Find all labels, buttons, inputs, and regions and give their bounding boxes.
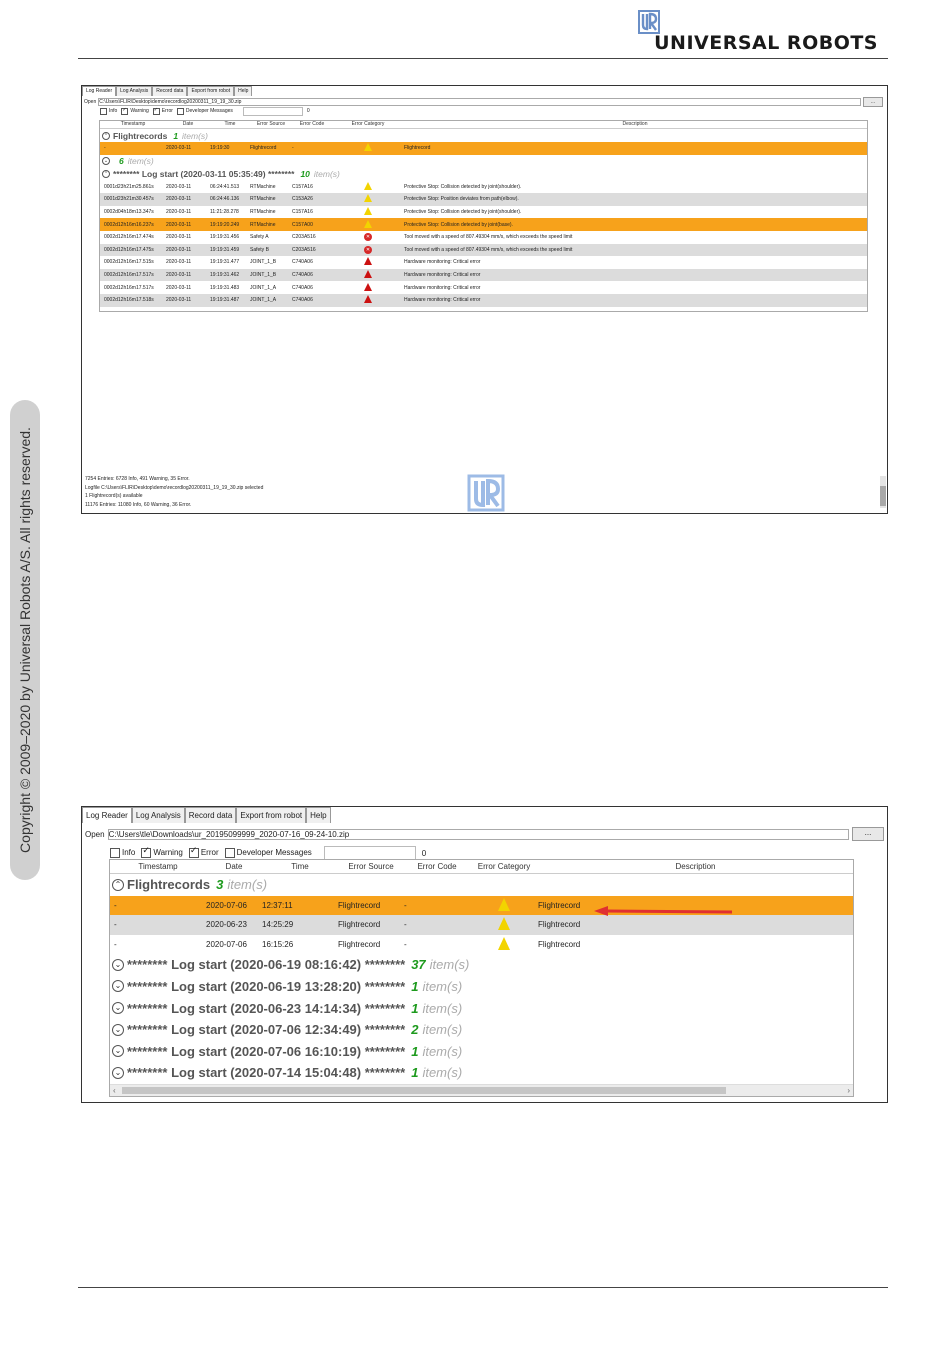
- cell-category: [332, 233, 404, 241]
- cell-time: 19:19:31.487: [210, 297, 240, 304]
- cell-desc: Flightrecord: [538, 900, 581, 910]
- filter-label: Info: [109, 108, 118, 115]
- browse-button[interactable]: ...: [863, 97, 883, 107]
- table-row[interactable]: [100, 256, 867, 269]
- log-grid: [109, 859, 854, 1097]
- filter-error[interactable]: [189, 848, 219, 858]
- group-header[interactable]: [110, 1062, 853, 1084]
- column-error-category[interactable]: Error Category: [477, 862, 531, 871]
- screenshot-log-reader-2: [81, 806, 888, 1103]
- cell-source: JOINT_1_B: [250, 259, 277, 266]
- cell-date: 2020-03-11: [166, 183, 192, 190]
- cell-category: [470, 917, 538, 932]
- column-error-code[interactable]: Error Code: [417, 862, 457, 871]
- group-title: ******** Log start (2020-06-23 14:14:34) ********: [127, 1000, 406, 1016]
- cell-category: [332, 270, 404, 280]
- filter-developer-messages[interactable]: [177, 108, 233, 115]
- red-arrow-icon: [592, 905, 742, 917]
- cell-date: 2020-03-11: [166, 297, 192, 304]
- group-count: 3: [216, 877, 224, 893]
- cell-ts: 0002d12h16m17.517s: [104, 272, 154, 279]
- column-error-code[interactable]: Error Code: [299, 121, 325, 127]
- column-header: [110, 860, 853, 874]
- table-row[interactable]: [110, 915, 853, 935]
- cell-ts: 0002d12h16m17.515s: [104, 259, 154, 266]
- cell-time: 19:19:31.456: [210, 234, 240, 241]
- column-error-source[interactable]: Error Source: [256, 121, 286, 127]
- checkbox[interactable]: [141, 848, 151, 858]
- cell-source: Safety B: [250, 246, 269, 253]
- cell-code: -: [404, 939, 407, 949]
- critical-error-icon: [364, 283, 372, 291]
- cell-desc: Hardware monitoring: Critical error: [404, 284, 481, 291]
- group-count: 1: [411, 1043, 419, 1059]
- cell-desc: Hardware monitoring: Critical error: [404, 297, 481, 304]
- cell-time: 12:37:11: [262, 900, 293, 910]
- cell-desc: Flightrecord: [404, 145, 431, 152]
- filter-warning[interactable]: [121, 108, 148, 115]
- checkbox[interactable]: [189, 848, 199, 858]
- group-title: Flightrecords: [113, 130, 168, 141]
- cell-source: RTMachine: [250, 196, 276, 203]
- cell-time: 11:21:28.278: [210, 209, 239, 216]
- cell-ts: 0002d12h16m16.237s: [104, 221, 154, 228]
- filter-warning[interactable]: [141, 848, 183, 858]
- tab-help[interactable]: Help: [306, 807, 330, 823]
- open-row: [82, 97, 887, 106]
- cell-ts: -: [114, 920, 117, 930]
- checkbox[interactable]: [110, 848, 120, 858]
- ur-logo: [638, 10, 878, 56]
- cell-category: [332, 182, 404, 192]
- group-title: ******** Log start (2020-07-06 16:10:19) ********: [127, 1043, 406, 1059]
- cell-source: JOINT_1_A: [250, 284, 277, 291]
- table-row[interactable]: [100, 231, 867, 244]
- group-header[interactable]: [100, 168, 867, 181]
- group-items-label: item(s): [313, 169, 340, 180]
- warning-icon: [364, 182, 372, 190]
- cell-desc: Protective Stop: Position deviates from path(elbow).: [404, 196, 519, 203]
- checkbox[interactable]: [121, 108, 128, 115]
- column-description[interactable]: Description: [675, 862, 716, 871]
- warning-icon: [364, 207, 372, 215]
- group-header[interactable]: [100, 155, 867, 168]
- cell-desc: Protective Stop: Collision detected by joint(shoulder).: [404, 183, 522, 190]
- expand-chevron-icon[interactable]: ⌄: [112, 1067, 124, 1079]
- cell-source: RTMachine: [250, 221, 276, 228]
- cell-date: 2020-03-11: [166, 221, 192, 228]
- cell-time: 14:25:29: [262, 920, 294, 930]
- horizontal-scrollbar[interactable]: [110, 1084, 853, 1096]
- group-header[interactable]: [110, 1019, 853, 1041]
- filter-bar: [82, 106, 887, 116]
- cell-code: C157A00: [292, 221, 313, 228]
- table-row[interactable]: [100, 244, 867, 257]
- critical-error-icon: [364, 257, 372, 265]
- cell-code: C157A16: [292, 183, 313, 190]
- collapse-chevron-icon[interactable]: ⌃: [112, 879, 124, 891]
- cell-date: 2020-07-06: [206, 900, 247, 910]
- footer-rule: [78, 1287, 888, 1288]
- browse-button[interactable]: ...: [852, 827, 884, 841]
- group-title: ******** Log start (2020-06-19 08:16:42) ********: [127, 957, 406, 973]
- tab-export-from-robot[interactable]: Export from robot: [187, 86, 234, 96]
- filter-info[interactable]: [110, 848, 135, 858]
- cell-time: 06:24:41.513: [210, 183, 240, 190]
- cell-time: 19:19:30: [210, 145, 230, 152]
- tab-record-data[interactable]: Record data: [152, 86, 187, 96]
- cell-category: [332, 246, 404, 254]
- group-items-label: item(s): [422, 1022, 463, 1038]
- cell-source: Flightrecord: [338, 939, 381, 949]
- copyright-text: Copyright © 2009–2020 by Universal Robots A/S. All rights reserved.: [17, 427, 33, 853]
- table-row[interactable]: [100, 181, 867, 194]
- cell-code: C153A26: [292, 196, 313, 203]
- group-title: Flightrecords: [127, 877, 211, 893]
- cell-category: [332, 283, 404, 293]
- cell-source: JOINT_1_B: [250, 272, 277, 279]
- cell-category: [332, 194, 404, 204]
- tab-log-reader[interactable]: Log Reader: [82, 86, 116, 96]
- status-line: 7254 Entries: 6728 Info, 491 Warning, 35 Error.: [85, 476, 190, 482]
- column-timestamp[interactable]: Timestamp: [138, 862, 178, 871]
- warning-icon: [364, 194, 372, 202]
- table-row[interactable]: [100, 269, 867, 282]
- column-time[interactable]: Time: [224, 121, 236, 127]
- cell-date: 2020-03-11: [166, 272, 192, 279]
- cell-ts: 0002d04h18m13.347s: [104, 209, 154, 216]
- cell-source: RTMachine: [250, 183, 276, 190]
- checkbox[interactable]: [153, 108, 160, 115]
- collapse-chevron-icon[interactable]: ⌃: [103, 171, 109, 178]
- column-error-source[interactable]: Error Source: [348, 862, 394, 871]
- cell-ts: -: [114, 939, 117, 949]
- cell-source: Flightrecord: [250, 145, 277, 152]
- cell-code: C203A516: [292, 246, 316, 253]
- group-count: 2: [411, 1022, 419, 1038]
- cell-source: Flightrecord: [338, 920, 381, 930]
- tab-log-analysis[interactable]: Log Analysis: [132, 807, 185, 823]
- cell-desc: Tool moved with a speed of 807.49304 mm/s, which exceeds the speed limit: [404, 246, 573, 253]
- cell-date: 2020-03-11: [166, 145, 192, 152]
- group-count: 1: [411, 1000, 419, 1016]
- cell-desc: Flightrecord: [538, 939, 581, 949]
- expand-chevron-icon[interactable]: ⌄: [112, 980, 124, 992]
- vertical-scrollbar[interactable]: [880, 476, 886, 508]
- group-count: 37: [411, 957, 426, 973]
- cell-desc: Protective Stop: Collision detected by joint(shoulder).: [404, 209, 522, 216]
- status-line: 11176 Entries: 11080 Info, 60 Warning, 36 Error.: [85, 501, 192, 508]
- filter-label: Warning: [153, 848, 183, 858]
- table-row[interactable]: [100, 294, 867, 307]
- cell-ts: -: [104, 145, 106, 152]
- cell-date: 2020-03-11: [166, 234, 192, 241]
- search-input[interactable]: [243, 107, 303, 116]
- table-row[interactable]: [100, 142, 867, 155]
- screenshot-log-reader-1: [81, 85, 888, 514]
- group-items-label: item(s): [422, 1000, 463, 1016]
- cell-category: [470, 937, 538, 952]
- cell-category: [332, 207, 404, 217]
- tab-log-analysis[interactable]: Log Analysis: [116, 86, 152, 96]
- file-path-field[interactable]: C:\Users\tle\Downloads\ur_20195099999_2020-07-16_09-24-10.zip: [108, 829, 849, 840]
- cell-ts: 0002d12h16m17.518s: [104, 297, 154, 304]
- cell-desc: Hardware monitoring: Critical error: [404, 272, 481, 279]
- cell-date: 2020-03-11: [166, 196, 192, 203]
- open-row: [82, 827, 887, 841]
- checkbox[interactable]: [225, 848, 235, 858]
- status-line: Logfile C:\Users\FLIR\Desktop\demo\recordlog20200311_19_19_30.zip selected: [85, 484, 264, 491]
- group-header[interactable]: [110, 954, 853, 976]
- cell-date: 2020-07-06: [206, 939, 247, 949]
- warning-icon: [364, 220, 372, 228]
- cell-category: [332, 143, 404, 153]
- cell-category: [332, 295, 404, 305]
- cell-category: [470, 898, 538, 913]
- column-error-category[interactable]: Error Category: [351, 121, 385, 127]
- cell-desc: Tool moved with a speed of 807.49304 mm/s, which exceeds the speed limit: [404, 234, 573, 241]
- open-label: Open: [85, 829, 105, 839]
- cell-date: 2020-03-11: [166, 209, 192, 216]
- group-items-label: item(s): [422, 1043, 463, 1059]
- cell-code: -: [404, 920, 407, 930]
- file-path-field[interactable]: C:\Users\FLIR\Desktop\demo\recordlog20200311_19_19_30.zip: [98, 98, 861, 106]
- group-header[interactable]: [100, 129, 867, 142]
- expand-chevron-icon[interactable]: ⌄: [112, 959, 124, 971]
- group-items-label: item(s): [422, 1065, 463, 1081]
- ur-watermark-icon: [467, 474, 505, 512]
- cell-source: Flightrecord: [338, 900, 381, 910]
- filter-info[interactable]: [100, 108, 117, 115]
- cell-time: 06:24:46.136: [210, 196, 240, 203]
- group-count: 1: [173, 130, 179, 141]
- warning-icon: [498, 917, 510, 930]
- expand-chevron-icon[interactable]: ⌄: [112, 1002, 124, 1014]
- critical-error-icon: [364, 270, 372, 278]
- group-items-label: item(s): [127, 156, 154, 167]
- tab-export-from-robot[interactable]: Export from robot: [236, 807, 306, 823]
- status-line: 1 Flightrecord(s) available: [85, 493, 143, 499]
- cell-source: Safety A: [250, 234, 269, 241]
- scroll-left-icon[interactable]: ‹: [113, 1086, 116, 1095]
- table-row[interactable]: [100, 281, 867, 294]
- cell-code: C740A06: [292, 272, 313, 279]
- column-date[interactable]: Date: [225, 862, 243, 871]
- group-count: 6: [119, 156, 124, 167]
- tab-help[interactable]: Help: [234, 86, 252, 96]
- cell-desc: Hardware monitoring: Critical error: [404, 259, 481, 266]
- cell-date: 2020-03-11: [166, 284, 192, 291]
- filter-label: Error: [161, 108, 173, 115]
- cell-category: [332, 220, 404, 230]
- filter-label: Developer Messages: [185, 108, 233, 115]
- table-row[interactable]: [100, 218, 867, 231]
- critical-error-icon: [364, 295, 372, 303]
- checkbox[interactable]: [100, 108, 107, 115]
- filter-error[interactable]: [153, 108, 173, 115]
- cell-desc: Protective Stop: Collision detected by joint(base).: [404, 221, 513, 228]
- cell-time: 19:19:31.459: [210, 246, 240, 253]
- expand-chevron-icon[interactable]: ⌄: [112, 1045, 124, 1057]
- group-items-label: item(s): [182, 130, 209, 141]
- cell-code: -: [292, 145, 294, 152]
- cell-ts: -: [114, 900, 117, 910]
- tab-bar: [82, 86, 887, 96]
- filter-label: Error: [200, 848, 219, 858]
- ur-logo-mark-icon: [638, 10, 660, 34]
- group-count: 10: [300, 169, 310, 180]
- log-grid: [99, 120, 868, 312]
- cell-ts: 0002d12h16m17.474s: [104, 234, 154, 241]
- header-rule: [78, 58, 888, 59]
- group-items-label: item(s): [422, 978, 463, 994]
- cell-code: C740A06: [292, 284, 313, 291]
- column-date[interactable]: Date: [182, 121, 194, 127]
- table-row[interactable]: [100, 193, 867, 206]
- table-row[interactable]: [110, 935, 853, 955]
- cell-ts: 0002d12h16m17.475s: [104, 246, 154, 253]
- cell-time: 19:19:20.249: [210, 221, 240, 228]
- cell-source: RTMachine: [250, 209, 276, 216]
- column-timestamp[interactable]: Timestamp: [120, 121, 146, 127]
- expand-chevron-icon[interactable]: ⌄: [103, 158, 109, 165]
- group-header[interactable]: [110, 997, 853, 1019]
- status-log: [85, 475, 263, 509]
- cell-ts: 0001d23h21m25.861s: [104, 183, 154, 190]
- warning-icon: [498, 898, 510, 911]
- group-header[interactable]: [110, 976, 853, 998]
- group-title: ******** Log start (2020-07-14 15:04:48) ********: [127, 1065, 406, 1081]
- cell-date: 2020-03-11: [166, 246, 192, 253]
- filter-label: Info: [122, 848, 136, 858]
- cell-desc: Flightrecord: [538, 920, 581, 930]
- scroll-thumb[interactable]: [122, 1087, 726, 1094]
- group-header[interactable]: [110, 874, 853, 896]
- group-items-label: item(s): [227, 877, 268, 893]
- filter-label: Warning: [130, 108, 149, 115]
- warning-icon: [498, 937, 510, 950]
- cell-source: JOINT_1_A: [250, 297, 277, 304]
- filter-developer-messages[interactable]: [225, 848, 312, 858]
- cell-ts: 0001d23h21m30.457s: [104, 196, 154, 203]
- cell-time: 19:19:31.477: [210, 259, 240, 266]
- scroll-right-icon[interactable]: ›: [847, 1086, 850, 1095]
- search-count: 0: [421, 848, 427, 858]
- search-count: 0: [306, 108, 310, 114]
- checkbox[interactable]: [177, 108, 184, 115]
- group-title: ******** Log start (2020-07-06 12:34:49) ********: [127, 1022, 406, 1038]
- open-label: Open: [84, 98, 97, 105]
- tab-record-data[interactable]: Record data: [185, 807, 237, 823]
- expand-chevron-icon[interactable]: ⌄: [112, 1024, 124, 1036]
- column-header: [100, 121, 867, 129]
- cell-time: 19:19:31.462: [210, 272, 240, 279]
- group-items-label: item(s): [429, 957, 470, 973]
- cell-date: 2020-03-11: [166, 259, 192, 266]
- column-description[interactable]: Description: [622, 121, 648, 127]
- tab-bar: [82, 807, 887, 823]
- warning-icon: [364, 143, 372, 151]
- cell-ts: 0002d12h16m17.517s: [104, 284, 154, 291]
- error-icon: ✕: [365, 234, 371, 241]
- group-title: ******** Log start (2020-03-11 05:35:49) ********: [113, 169, 295, 180]
- cell-code: -: [404, 900, 407, 910]
- table-row[interactable]: [100, 206, 867, 219]
- group-header[interactable]: [110, 1040, 853, 1062]
- group-count: 1: [411, 978, 419, 994]
- cell-date: 2020-06-23: [206, 920, 247, 930]
- cell-code: C740A06: [292, 259, 313, 266]
- cell-code: C740A06: [292, 297, 313, 304]
- group-title: ******** Log start (2020-06-19 13:28:20) ********: [127, 978, 406, 994]
- copyright-tab: [10, 400, 40, 880]
- error-icon: ✕: [365, 246, 371, 253]
- brand-name: UNIVERSAL ROBOTS: [654, 32, 878, 54]
- tab-log-reader[interactable]: Log Reader: [82, 807, 132, 823]
- cell-category: [332, 257, 404, 267]
- cell-time: 19:19:31.483: [210, 284, 240, 291]
- collapse-chevron-icon[interactable]: ⌃: [103, 132, 109, 139]
- filter-label: Developer Messages: [236, 848, 312, 858]
- cell-code: C157A16: [292, 209, 313, 216]
- cell-time: 16:15:26: [262, 939, 294, 949]
- cell-code: C203A516: [292, 234, 316, 241]
- group-count: 1: [411, 1065, 419, 1081]
- column-time[interactable]: Time: [291, 862, 309, 871]
